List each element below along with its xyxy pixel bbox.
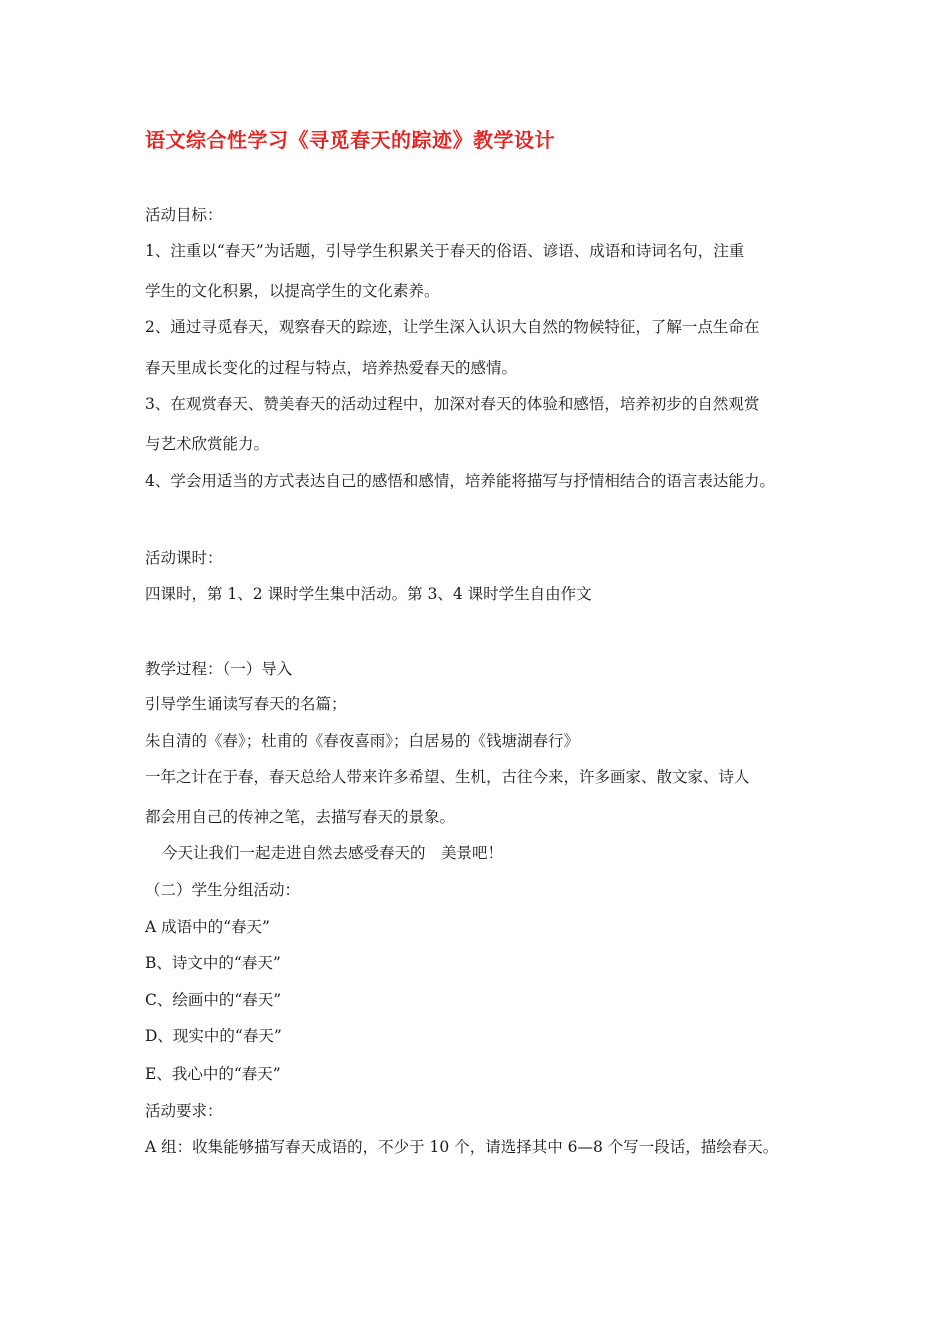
goals-heading: 活动目标：: [145, 206, 223, 224]
goal-line-3: 2、通过寻觅春天，观察春天的踪迹，让学生深入认识大自然的物候特征，了解一点生命在: [145, 318, 760, 336]
goal-line-6: 与艺术欣赏能力。: [145, 435, 270, 453]
requirements-heading: 活动要求：: [145, 1102, 223, 1120]
group-e: E、我心中的“春天”: [145, 1065, 281, 1083]
requirement-a: A 组：收集能够描写春天成语的，不少于 10 个，请选择其中 6—8 个写一段话，描绘春天。: [145, 1138, 779, 1156]
process-line-4: 都会用自己的传神之笔，去描写春天的景象。: [145, 808, 456, 826]
group-d: D、现实中的“春天”: [145, 1027, 282, 1045]
group-a: A 成语中的“春天”: [145, 918, 270, 936]
goal-line-5: 3、在观赏春天、赞美春天的活动过程中，加深对春天的体验和感悟，培养初步的自然观赏: [145, 395, 760, 413]
group-b: B、诗文中的“春天”: [145, 954, 281, 972]
process-line-1: 引导学生诵读写春天的名篇；: [145, 695, 347, 713]
process-heading: 教学过程：（一）导入: [145, 660, 293, 678]
goal-line-2: 学生的文化积累，以提高学生的文化素养。: [145, 282, 440, 300]
hours-text: 四课时，第 1、2 课时学生集中活动。第 3、4 课时学生自由作文: [145, 585, 592, 603]
group-c: C、绘画中的“春天”: [145, 991, 282, 1009]
document-title: 语文综合性学习《寻觅春天的踪迹》教学设计: [145, 128, 555, 152]
process-line-2: 朱自清的《春》；杜甫的《春夜喜雨》；白居易的《钱塘湖春行》: [145, 732, 580, 750]
goal-line-1: 1、注重以“春天”为话题，引导学生积累关于春天的俗语、谚语、成语和诗词名句，注重: [145, 242, 745, 260]
hours-heading: 活动课时：: [145, 549, 223, 567]
process-line-5: 今天让我们一起走进自然去感受春天的 美景吧！: [162, 844, 504, 862]
process-line-3: 一年之计在于春，春天总给人带来许多希望、生机，古往今来，许多画家、散文家、诗人: [145, 768, 750, 786]
goal-line-7: 4、学会用适当的方式表达自己的感悟和感情，培养能将描写与抒情相结合的语言表达能力。: [145, 472, 775, 490]
process-line-6: （二）学生分组活动：: [145, 881, 301, 899]
goal-line-4: 春天里成长变化的过程与特点，培养热爱春天的感情。: [145, 359, 518, 377]
